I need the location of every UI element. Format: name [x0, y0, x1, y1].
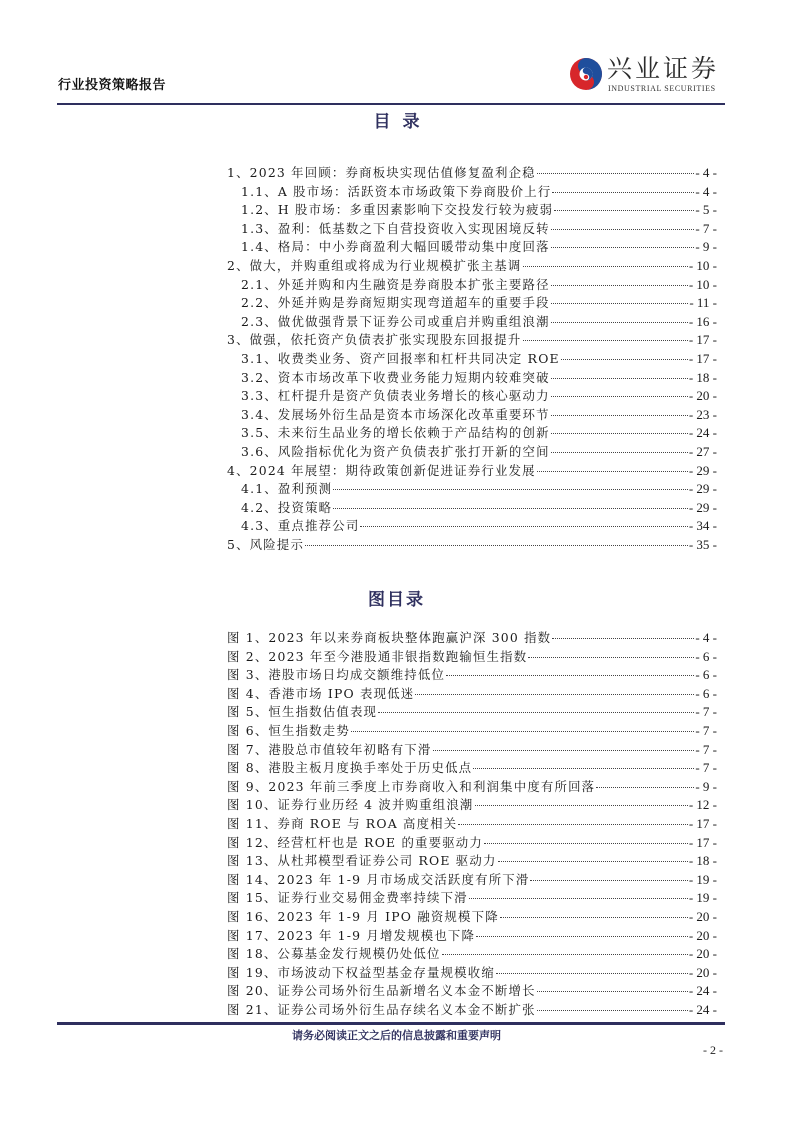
figure-entry-label: 图 20、证券公司场外衍生品新增名义本金不断增长	[227, 983, 536, 999]
toc-entry[interactable]	[227, 443, 717, 462]
toc-entry-label: 3.5、未来衍生品业务的增长依赖于产品结构的创新	[241, 425, 550, 441]
dot-leader	[523, 339, 688, 341]
toc-entry[interactable]	[227, 387, 717, 406]
toc-entry-page: - 17 -	[688, 350, 717, 366]
figure-entry-label: 图 5、恒生指数估值表现	[227, 704, 378, 720]
toc-entry[interactable]	[227, 331, 717, 350]
figure-entry-page: - 6 -	[695, 685, 717, 701]
figure-entry-page: - 18 -	[688, 853, 717, 869]
dot-leader	[537, 172, 695, 174]
dot-leader	[551, 451, 688, 453]
figure-list-title: 图目录	[368, 590, 425, 610]
dot-leader	[446, 674, 694, 676]
figure-entry[interactable]	[227, 722, 717, 741]
toc-entry[interactable]	[227, 164, 717, 183]
toc-entry[interactable]	[227, 294, 717, 313]
dot-leader	[552, 191, 694, 193]
toc-entry[interactable]	[227, 536, 717, 555]
report-type-label: 行业投资策略报告	[58, 78, 167, 93]
dot-leader	[473, 767, 694, 769]
toc-entry-page: - 35 -	[688, 536, 717, 552]
toc-list	[227, 164, 717, 554]
dot-leader	[458, 823, 687, 825]
figure-entry-page: - 12 -	[688, 797, 717, 813]
toc-entry-label: 1.1、A 股市场：活跃资本市场政策下券商股价上行	[241, 183, 552, 199]
toc-entry-label: 2、做大，并购重组或将成为行业规模扩张主基调	[227, 257, 522, 273]
toc-entry-label: 4.3、重点推荐公司	[241, 518, 360, 534]
toc-entry-label: 3、做强，依托资产负债表扩张实现股东回报提升	[227, 332, 522, 348]
figure-entry[interactable]	[227, 685, 717, 704]
toc-entry[interactable]	[227, 406, 717, 425]
figure-entry-label: 图 3、港股市场日均成交额维持低位	[227, 667, 446, 683]
dot-leader	[498, 860, 688, 862]
toc-entry-page: - 10 -	[688, 257, 717, 273]
toc-entry[interactable]	[227, 313, 717, 332]
dot-leader	[360, 525, 687, 527]
figure-entry[interactable]	[227, 871, 717, 890]
figure-entry[interactable]	[227, 964, 717, 983]
figure-entry-page: - 7 -	[695, 704, 717, 720]
figure-entry-page: - 9 -	[695, 778, 717, 794]
toc-entry-page: - 11 -	[689, 295, 717, 311]
toc-entry[interactable]	[227, 462, 717, 481]
figure-entry[interactable]	[227, 982, 717, 1001]
toc-entry-page: - 10 -	[688, 276, 717, 292]
dot-leader	[551, 284, 688, 286]
dot-leader	[476, 935, 688, 937]
figure-entry-label: 图 14、2023 年 1-9 月市场成交活跃度有所下滑	[227, 871, 530, 887]
figure-entry-page: - 24 -	[688, 983, 717, 999]
dot-leader	[561, 358, 688, 360]
figure-entry-label: 图 9、2023 年前三季度上市券商收入和利润集中度有所回落	[227, 778, 596, 794]
dot-leader	[351, 730, 694, 732]
footer-disclaimer: 请务必阅读正文之后的信息披露和重要声明	[292, 1029, 501, 1042]
toc-entry[interactable]	[227, 201, 717, 220]
figure-entry-label: 图 10、证券行业历经 4 波并购重组浪潮	[227, 797, 474, 813]
toc-entry-label: 1、2023 年回顾：券商板块实现估值修复盈利企稳	[227, 165, 536, 180]
dot-leader	[596, 786, 694, 788]
figure-entry-page: - 7 -	[695, 722, 717, 738]
figure-entry-page: - 7 -	[695, 741, 717, 757]
dot-leader	[415, 693, 694, 695]
toc-entry-label: 3.1、收费类业务、资产回报率和杠杆共同决定 ROE	[241, 350, 560, 366]
dot-leader	[551, 246, 695, 248]
logo-name-en: INDUSTRIAL SECURITIES	[608, 84, 716, 93]
figure-entry[interactable]	[227, 834, 717, 853]
toc-entry[interactable]	[227, 238, 717, 257]
toc-entry-page: - 7 -	[695, 220, 717, 236]
toc-entry-label: 2.1、外延并购和内生融资是券商股本扩张主要路径	[241, 276, 550, 292]
figure-entry-label: 图 8、港股主板月度换手率处于历史低点	[227, 760, 473, 776]
page-number: - 2 -	[703, 1043, 723, 1057]
dot-leader	[528, 656, 694, 658]
toc-entry-page: - 5 -	[695, 202, 717, 218]
dot-leader	[500, 916, 688, 918]
toc-entry[interactable]	[227, 369, 717, 388]
dot-leader	[530, 879, 687, 881]
figure-entry-page: - 19 -	[688, 871, 717, 887]
dot-leader	[442, 953, 688, 955]
company-logo	[569, 55, 731, 97]
figure-entry-label: 图 4、香港市场 IPO 表现低迷	[227, 685, 415, 701]
figure-entry[interactable]	[227, 703, 717, 722]
dot-leader	[475, 804, 688, 806]
figure-entry-label: 图 21、证券公司场外衍生品存续名义本金不断扩张	[227, 1001, 536, 1017]
dot-leader	[551, 414, 688, 416]
figure-entry-page: - 20 -	[688, 946, 717, 962]
toc-entry-label: 3.4、发展场外衍生品是资本市场深化改革重要环节	[241, 406, 550, 422]
logo-name-cn: 兴业证券	[607, 54, 720, 83]
dot-leader	[551, 377, 688, 379]
toc-entry[interactable]	[227, 257, 717, 276]
header-divider	[57, 103, 725, 105]
toc-entry-label: 3.3、杠杆提升是资产负债表业务增长的核心驱动力	[241, 388, 550, 404]
toc-entry[interactable]	[227, 276, 717, 295]
toc-entry-page: - 17 -	[688, 332, 717, 348]
figure-entry[interactable]	[227, 666, 717, 685]
toc-entry[interactable]	[227, 350, 717, 369]
dot-leader	[551, 321, 688, 323]
figure-entry[interactable]	[227, 889, 717, 908]
figure-entry[interactable]	[227, 1001, 717, 1020]
toc-entry-page: - 16 -	[688, 313, 717, 329]
industrial-securities-logo-icon	[569, 57, 603, 91]
toc-entry[interactable]	[227, 517, 717, 536]
figure-entry-label: 图 2、2023 年至今港股通非银指数跑输恒生指数	[227, 648, 528, 664]
figure-entry-label: 图 1、2023 年以来券商板块整体跑赢沪深 300 指数	[227, 630, 552, 645]
toc-entry-page: - 34 -	[688, 518, 717, 534]
figure-entry-label: 图 18、公募基金发行规模仍处低位	[227, 946, 441, 962]
figure-entry[interactable]	[227, 778, 717, 797]
figure-entry[interactable]	[227, 908, 717, 927]
footer-divider	[57, 1022, 725, 1025]
toc-entry-label: 4.1、盈利预测	[241, 481, 333, 497]
dot-leader	[523, 265, 688, 267]
figure-entry-label: 图 15、证券行业交易佣金费率持续下滑	[227, 890, 468, 906]
toc-entry-page: - 27 -	[688, 443, 717, 459]
figure-entry-page: - 6 -	[695, 667, 717, 683]
figure-entry-label: 图 11、券商 ROE 与 ROA 高度相关	[227, 815, 458, 831]
toc-entry-page: - 29 -	[688, 499, 717, 515]
toc-entry-label: 3.6、风险指标优化为资产负债表扩张打开新的空间	[241, 443, 550, 459]
toc-entry-page: - 20 -	[688, 388, 717, 404]
toc-entry-label: 4.2、投资策略	[241, 499, 333, 515]
toc-entry[interactable]	[227, 480, 717, 499]
figure-entry-page: - 20 -	[688, 927, 717, 943]
dot-leader	[537, 470, 688, 472]
toc-entry[interactable]	[227, 424, 717, 443]
toc-entry-page: - 9 -	[695, 239, 717, 255]
figure-entry-page: - 7 -	[695, 760, 717, 776]
toc-entry-label: 5、风险提示	[227, 536, 305, 552]
toc-entry-page: - 18 -	[688, 369, 717, 385]
figure-entry-page: - 6 -	[695, 648, 717, 664]
dot-leader	[551, 302, 689, 304]
figure-entry-page: - 20 -	[688, 964, 717, 980]
toc-entry[interactable]	[227, 499, 717, 518]
toc-title: 目录	[373, 112, 432, 132]
figure-entry-page: - 17 -	[688, 834, 717, 850]
figure-entry-label: 图 17、2023 年 1-9 月增发规模也下降	[227, 927, 476, 943]
toc-entry-page: - 29 -	[688, 481, 717, 497]
figure-entry[interactable]	[227, 629, 717, 648]
figure-entry-label: 图 19、市场波动下权益型基金存量规模收缩	[227, 964, 495, 980]
toc-entry[interactable]	[227, 220, 717, 239]
toc-entry-page: - 24 -	[688, 425, 717, 441]
figure-entry[interactable]	[227, 648, 717, 667]
dot-leader	[537, 1009, 688, 1011]
figure-entry[interactable]	[227, 852, 717, 871]
figure-entry[interactable]	[227, 945, 717, 964]
dot-leader	[484, 842, 688, 844]
figure-entry[interactable]	[227, 796, 717, 815]
dot-leader	[433, 749, 695, 751]
toc-entry-page: - 23 -	[688, 406, 717, 422]
toc-entry[interactable]	[227, 183, 717, 202]
dot-leader	[378, 711, 694, 713]
figure-entry-label: 图 13、从杜邦模型看证券公司 ROE 驱动力	[227, 853, 497, 869]
dot-leader	[537, 990, 688, 992]
toc-entry-label: 1.2、H 股市场：多重因素影响下交投发行较为疲弱	[241, 202, 554, 218]
toc-entry-page: - 29 -	[688, 462, 717, 478]
figure-entry-page: - 24 -	[688, 1001, 717, 1017]
dot-leader	[552, 637, 694, 639]
toc-entry-label: 3.2、资本市场改革下收费业务能力短期内较难突破	[241, 369, 550, 385]
toc-entry-label: 1.3、盈利：低基数之下自营投资收入实现困境反转	[241, 220, 550, 236]
dot-leader	[554, 209, 694, 211]
toc-entry-label: 2.3、做优做强背景下证券公司或重启并购重组浪潮	[241, 313, 550, 329]
toc-entry-label: 1.4、格局：中小券商盈利大幅回暖带动集中度回落	[241, 239, 550, 255]
figure-entry[interactable]	[227, 759, 717, 778]
figure-entry-page: - 20 -	[688, 908, 717, 924]
dot-leader	[333, 488, 688, 490]
dot-leader	[496, 972, 688, 974]
figure-entry-page: - 4 -	[695, 630, 717, 645]
dot-leader	[551, 395, 688, 397]
figure-entry[interactable]	[227, 927, 717, 946]
figure-entry-label: 图 7、港股总市值较年初略有下滑	[227, 741, 432, 757]
figure-entry-page: - 17 -	[688, 815, 717, 831]
dot-leader	[305, 544, 688, 546]
figure-entry-page: - 19 -	[688, 890, 717, 906]
figure-entry[interactable]	[227, 741, 717, 760]
figure-entry-label: 图 16、2023 年 1-9 月 IPO 融资规模下降	[227, 908, 499, 924]
dot-leader	[551, 228, 695, 230]
toc-entry-page: - 4 -	[695, 183, 717, 199]
figure-list	[227, 629, 717, 1019]
toc-entry-label: 4、2024 年展望：期待政策创新促进证券行业发展	[227, 462, 536, 478]
figure-entry[interactable]	[227, 815, 717, 834]
figure-entry-label: 图 6、恒生指数走势	[227, 722, 350, 738]
toc-entry-page: - 4 -	[695, 165, 717, 180]
figure-entry-label: 图 12、经营杠杆也是 ROE 的重要驱动力	[227, 834, 483, 850]
dot-leader	[551, 432, 688, 434]
dot-leader	[333, 507, 688, 509]
toc-entry-label: 2.2、外延并购是券商短期实现弯道超车的重要手段	[241, 295, 550, 311]
dot-leader	[469, 897, 688, 899]
